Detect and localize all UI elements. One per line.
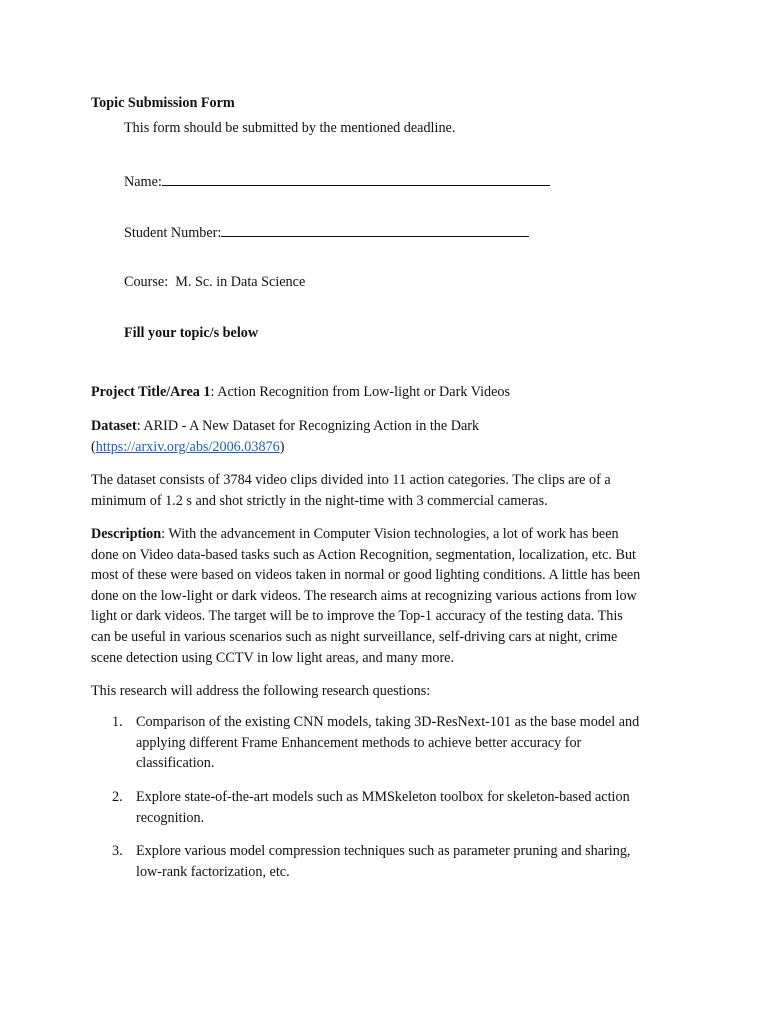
student-number-blank-line[interactable] xyxy=(221,221,529,237)
questions-intro: This research will address the following research questions: xyxy=(91,683,431,699)
dataset-row xyxy=(91,416,479,437)
list-item-text xyxy=(136,841,630,882)
dataset-description xyxy=(91,470,691,511)
description-line: done on Video data-based tasks such as Action Recognition, segmentation, localization, etc. But xyxy=(91,546,636,563)
description-line: done on the low-light or dark videos. The research aims at recognizing various actions from low xyxy=(91,587,637,604)
name-label: Name: xyxy=(124,174,162,190)
dataset-link-row xyxy=(91,437,285,458)
project-title-row xyxy=(91,382,510,403)
list-item-line: Comparison of the existing CNN models, taking 3D-ResNext-101 as the base model and xyxy=(136,714,640,730)
description-first-text: : With the advancement in Computer Vision technologies, a lot of work has been xyxy=(161,526,619,542)
student-number-label: Student Number: xyxy=(124,225,222,241)
description-line: can be useful in various scenarios such as night surveillance, self-driving cars at night, crime xyxy=(91,628,618,645)
description-paragraph xyxy=(91,524,691,668)
list-item-number: 1. xyxy=(112,714,123,730)
dataset-link-open-paren: ( xyxy=(91,439,96,455)
form-intro: This form should be submitted by the mentioned deadline. xyxy=(124,120,456,136)
dataset-description-line: The dataset consists of 3784 video clips divided into 11 action categories. The clips are of a xyxy=(91,472,611,488)
fill-prompt: Fill your topic/s below xyxy=(124,325,259,341)
list-item-number: 3. xyxy=(112,843,123,859)
form-title: Topic Submission Form xyxy=(91,95,235,111)
list-item-number: 2. xyxy=(112,789,123,805)
description-label: Description xyxy=(91,526,162,542)
list-item-line: classification. xyxy=(136,755,215,772)
list-item-text xyxy=(136,787,630,828)
dataset-description-line: minimum of 1.2 s and shot strictly in the night-time with 3 commercial cameras. xyxy=(91,492,548,509)
description-line: most of these were based on videos taken in normal or good lighting conditions. A little has been xyxy=(91,567,641,584)
list-item-text xyxy=(136,712,639,774)
project-title-value: : Action Recognition from Low-light or Dark Videos xyxy=(210,384,511,400)
description-line: scene detection using CCTV in low light areas, and many more. xyxy=(91,649,455,666)
list-item-line: low-rank factorization, etc. xyxy=(136,863,290,880)
name-blank-line[interactable] xyxy=(162,170,550,186)
project-title-label: Project Title/Area 1 xyxy=(91,384,211,400)
list-item-line: Explore state-of-the-art models such as MMSkeleton toolbox for skeleton-based action xyxy=(136,789,630,805)
name-row xyxy=(124,170,550,193)
dataset-label: Dataset xyxy=(91,418,137,434)
list-item-line: applying different Frame Enhancement methods to achieve better accuracy for xyxy=(136,734,582,751)
course-line: Course: M. Sc. in Data Science xyxy=(124,274,306,290)
list-item-line: Explore various model compression techniques such as parameter pruning and sharing, xyxy=(136,843,631,859)
list-item-line: recognition. xyxy=(136,809,205,826)
description-first-line xyxy=(91,524,691,545)
student-number-row xyxy=(124,221,529,244)
description-line: light or dark videos. The target will be to improve the Top-1 accuracy of the testing data. This xyxy=(91,608,623,625)
dataset-link-close-paren: ) xyxy=(279,439,285,455)
dataset-link[interactable]: https://arxiv.org/abs/2006.03876 xyxy=(95,439,280,455)
dataset-value: : ARID - A New Dataset for Recognizing Action in the Dark xyxy=(136,418,480,434)
